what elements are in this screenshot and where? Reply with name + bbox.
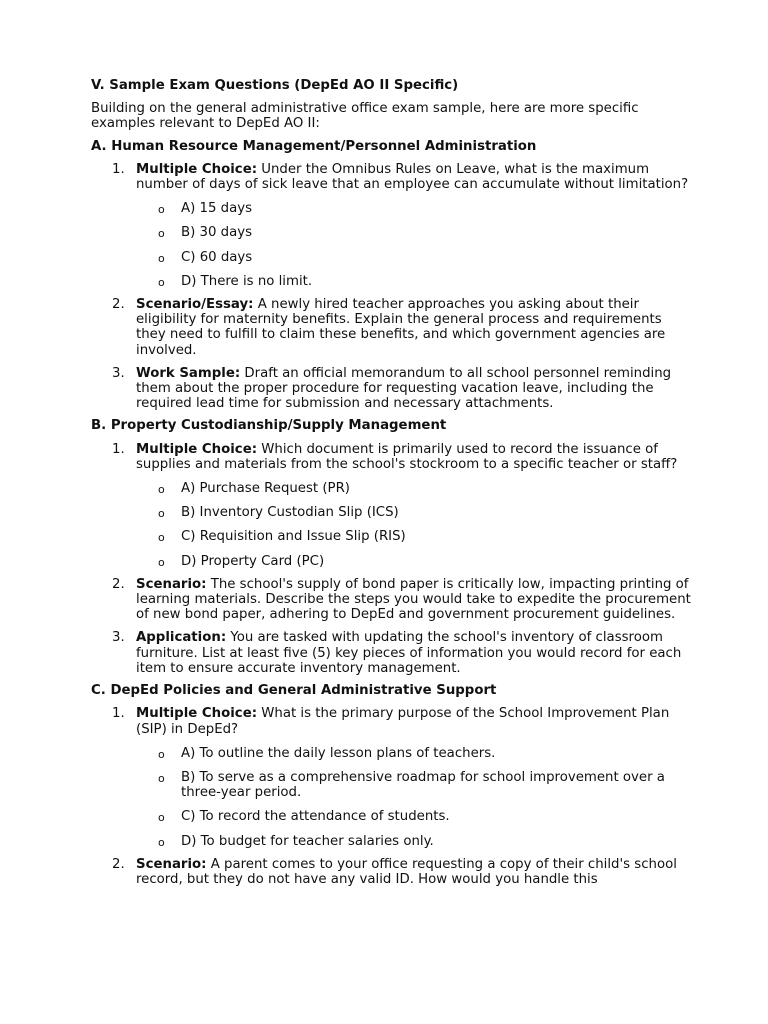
question-type: Scenario: <box>136 856 207 872</box>
question-text: The school's supply of bond paper is critically low, impacting printing of learning materials. Describe the steps you would take to expedite the procurement of new bond paper, adhering to DepEd and government procurement guidelines. <box>136 576 691 623</box>
section-heading-a: A. Human Resource Management/Personnel Administration <box>91 138 537 154</box>
question-number: 2. <box>112 856 125 872</box>
option-item <box>136 225 691 240</box>
bullet-icon: o <box>158 811 165 825</box>
option-text: B) 30 days <box>181 225 253 241</box>
question-type: Work Sample: <box>136 365 241 381</box>
document-content <box>91 78 691 887</box>
option-item <box>136 274 691 289</box>
option-item <box>136 809 691 824</box>
section-heading-b: B. Property Custodianship/Supply Management <box>91 418 447 434</box>
question-type: Application: <box>136 630 227 646</box>
option-text: A) To outline the daily lesson plans of teachers. <box>181 745 496 761</box>
bullet-icon: o <box>158 747 165 761</box>
option-text: D) To budget for teacher salaries only. <box>181 833 434 849</box>
question-item <box>91 706 691 848</box>
bullet-icon: o <box>158 227 165 241</box>
question-list-a <box>91 162 691 412</box>
question-number: 2. <box>112 297 125 313</box>
question-item <box>91 857 691 887</box>
option-list <box>136 746 691 849</box>
option-text: B) To serve as a comprehensive roadmap for school improvement over a three-year period. <box>181 769 665 801</box>
question-list-b <box>91 442 691 676</box>
question-text: What is the primary purpose of the School Improvement Plan (SIP) in DepEd? <box>136 706 670 737</box>
question-text: A parent comes to your office requesting a copy of their child's school record, but they do not have any valid ID. How would you handle this <box>136 856 677 887</box>
question-text: Draft an official memorandum to all school personnel reminding them about the proper procedure for requesting vacation leave, including the required lead time for submission and necessary attachments. <box>136 365 672 412</box>
question-item <box>91 630 691 676</box>
option-text: D) There is no limit. <box>181 273 313 289</box>
bullet-icon: o <box>158 835 165 849</box>
option-item <box>136 250 691 265</box>
option-text: A) Purchase Request (PR) <box>181 481 350 497</box>
bullet-icon: o <box>158 531 165 545</box>
question-number: 3. <box>112 365 125 381</box>
bullet-icon: o <box>158 251 165 265</box>
option-text: C) To record the attendance of students. <box>181 809 450 825</box>
bullet-icon: o <box>158 483 165 497</box>
bullet-icon: o <box>158 203 165 217</box>
option-item <box>136 481 691 496</box>
question-text: Under the Omnibus Rules on Leave, what is the maximum number of days of sick leave that an employee can accumulate without limitation? <box>136 161 689 193</box>
bullet-icon: o <box>158 771 165 785</box>
question-item <box>91 577 691 623</box>
question-text: Which document is primarily used to record the issuance of supplies and materials from the school's stockroom to a specific teacher or staff? <box>136 441 678 472</box>
question-item <box>91 297 691 358</box>
bullet-icon: o <box>158 507 165 521</box>
question-type: Scenario/Essay: <box>136 297 254 313</box>
question-item <box>91 442 691 569</box>
option-list <box>136 481 691 569</box>
question-type: Multiple Choice: <box>136 441 258 457</box>
option-text: D) Property Card (PC) <box>181 553 325 569</box>
option-text: C) Requisition and Issue Slip (RIS) <box>181 529 406 545</box>
question-number: 2. <box>112 576 125 592</box>
option-item <box>136 554 691 569</box>
question-type: Scenario: <box>136 576 207 592</box>
bullet-icon: o <box>158 275 165 289</box>
question-text: A newly hired teacher approaches you asking about their eligibility for maternity benefits. Explain the general process and requirements they need to fulfill to claim these benefits, and which government agencies are involved. <box>136 297 666 358</box>
option-text: A) 15 days <box>181 201 253 217</box>
question-list-c <box>91 706 691 887</box>
question-item <box>91 162 691 289</box>
option-item <box>136 746 691 761</box>
question-number: 1. <box>112 161 125 177</box>
question-number: 3. <box>112 630 125 646</box>
section-heading-c: C. DepEd Policies and General Administrative Support <box>91 683 497 699</box>
question-type: Multiple Choice: <box>136 161 258 177</box>
bullet-icon: o <box>158 555 165 569</box>
question-text: You are tasked with updating the school's inventory of classroom furniture. List at least five (5) key pieces of information you would record for each item to ensure accurate inventory management. <box>136 630 682 676</box>
option-item <box>136 529 691 544</box>
intro-paragraph: Building on the general administrative office exam sample, here are more specific examples relevant to DepEd AO II: <box>91 101 639 132</box>
option-list <box>136 201 691 289</box>
option-item <box>136 201 691 216</box>
question-type: Multiple Choice: <box>136 706 258 722</box>
section-title: V. Sample Exam Questions (DepEd AO II Specific) <box>91 78 459 93</box>
option-item <box>136 505 691 520</box>
option-item <box>136 834 691 849</box>
option-text: B) Inventory Custodian Slip (ICS) <box>181 505 399 521</box>
option-item <box>136 770 691 800</box>
question-number: 1. <box>112 441 125 457</box>
question-number: 1. <box>112 706 125 722</box>
question-item <box>91 366 691 412</box>
option-text: C) 60 days <box>181 249 253 265</box>
